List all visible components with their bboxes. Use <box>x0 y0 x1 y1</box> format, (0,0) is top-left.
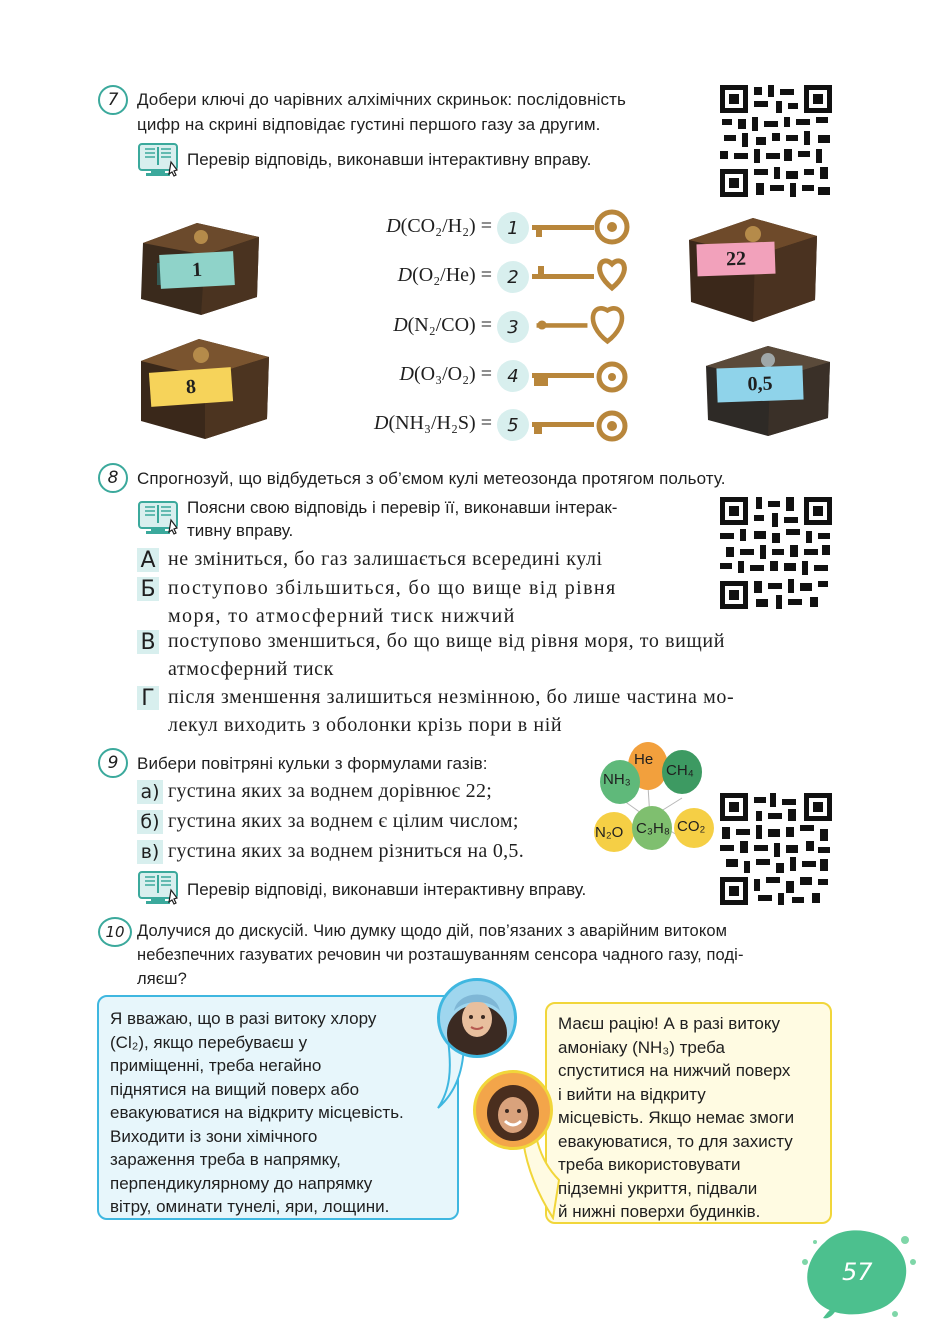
key-3-icon <box>530 305 634 345</box>
task9-item-b-letter: б) <box>137 810 163 834</box>
bubble2-line: спуститися на нижчий поверх <box>558 1061 791 1080</box>
bubble2-line: підземні укриття, підвали <box>558 1178 758 1198</box>
task-number-9: 9 <box>98 748 128 778</box>
bubble1-line: Виходити із зони хімічного <box>110 1126 318 1146</box>
avatar-girl-1 <box>437 978 517 1058</box>
task9-text: Вибери повітряні кульки з формулами газів: <box>137 754 488 773</box>
task10-line1: Долучися до дискусій. Чию думку щодо дій, пов’язаних з аварійним витоком <box>137 922 728 940</box>
key-5-icon <box>530 406 634 446</box>
interactive-book-icon[interactable] <box>137 498 183 536</box>
task9-item-a-letter: а) <box>137 780 163 804</box>
option-a-line1: не зміниться, бо газ залишається всередині кулі <box>168 548 603 570</box>
balloon-co2-label: CO₂ <box>677 818 706 835</box>
bubble1-line: піднятися на вищий поверх або <box>110 1079 360 1099</box>
equation-3: D(N₂/CO) = <box>393 314 492 336</box>
key-number-5: 5 <box>497 409 529 441</box>
bubble1-line: зараження треба в напрямку, <box>110 1150 341 1169</box>
option-v-letter: В <box>137 630 159 654</box>
key-number-3: 3 <box>497 311 529 343</box>
option-v-text <box>168 627 725 683</box>
task7-text <box>137 87 707 137</box>
option-a-text <box>168 545 603 573</box>
task8-text: Спрогнозуй, що відбудеться з об’ємом кулі метеозонда протягом польоту. <box>137 469 726 488</box>
avatar-girl-2 <box>473 1070 553 1150</box>
option-a-letter: А <box>137 548 159 572</box>
key-number-2: 2 <box>497 261 529 293</box>
task9-item-v-text: густина яких за воднем різниться на 0,5. <box>168 840 525 862</box>
balloon-n2o-label: N₂O <box>595 824 624 841</box>
task-number-8: 8 <box>98 463 128 493</box>
girl-portrait-icon <box>440 981 514 1055</box>
equation-1: D(CO₂/H₂) = <box>386 215 492 237</box>
option-v-line1: поступово зменшиться, бо що вище від рівня моря, то вищий <box>168 630 726 652</box>
option-b-line1: поступово збільшиться, бо що вище від рівня <box>168 577 617 599</box>
interactive-book-icon[interactable] <box>137 140 183 178</box>
option-v-line2: атмосферний тиск <box>168 658 334 680</box>
option-g-text <box>168 683 734 739</box>
task9-item-v-letter: в) <box>137 840 163 864</box>
task9-item-b-text: густина яких за воднем є цілим числом; <box>168 810 519 832</box>
task8-check-line1: Поясни свою відповідь і перевір її, виконавши інтерак- <box>187 498 618 517</box>
option-b-text <box>168 574 703 630</box>
bubble1-line: приміщенні, треба негайно <box>110 1056 322 1075</box>
key-number-1: 1 <box>497 212 529 244</box>
page-number: 57 <box>842 1258 873 1286</box>
equation-5: D(NH₃/H₂S) = <box>373 412 492 434</box>
key-2-icon <box>530 256 634 296</box>
bubble2-line: треба використовувати <box>558 1155 741 1174</box>
box-label-22: 22 <box>696 242 775 277</box>
box-label-1: 1 <box>159 251 235 289</box>
box-label-8: 8 <box>149 367 233 407</box>
bubble1-line: вітру, оминати тунелі, яри, лощини. <box>110 1197 390 1216</box>
option-g-line2: лекул виходить з оболонки крізь пори в ній <box>168 714 563 736</box>
task9-item-a-text: густина яких за воднем дорівнює 22; <box>168 780 493 802</box>
task8-check-text <box>187 496 617 542</box>
option-g-line1: після зменшення залишиться незмінною, бо лише частина мо- <box>168 686 735 708</box>
qr-code-task7[interactable] <box>720 85 832 197</box>
task9-check-text: Перевір відповіді, виконавши інтерактивну вправу. <box>187 880 587 899</box>
balloon-ch4-label: CH₄ <box>666 762 694 779</box>
option-b-line2: моря, то атмосферний тиск нижчий <box>168 605 516 627</box>
box-label-0-5: 0,5 <box>716 366 803 403</box>
interactive-book-icon[interactable] <box>137 868 183 906</box>
task-number-7: 7 <box>98 85 128 115</box>
equation-2: D(O₂/He) = <box>397 264 492 286</box>
girl-portrait-icon <box>476 1073 550 1147</box>
key-4-icon <box>530 357 634 397</box>
bubble-ammonia-text <box>558 1012 826 1224</box>
task8-check-line2: тивну вправу. <box>187 521 294 540</box>
bubble2-line: евакуюватися, то для захисту <box>558 1131 793 1151</box>
task-number-10: 10 <box>98 917 132 947</box>
balloon-nh3-label: NH₃ <box>603 771 631 788</box>
key-1-icon <box>530 207 634 247</box>
task7-text-line1: Добери ключі до чарівних алхімічних скриньок: послідовність <box>137 90 626 109</box>
equation-4: D(O₃/O₂) = <box>399 363 492 385</box>
key-number-4: 4 <box>497 360 529 392</box>
task10-line2: небезпечних газуватих речовин чи розташуванням сенсора чадного газу, поді- <box>137 946 744 964</box>
qr-code-task8[interactable] <box>720 497 832 609</box>
balloon-he-label: He <box>634 751 654 768</box>
balloon-c3h8-label: C₃H₈ <box>636 820 670 837</box>
bubble2-line: амоніаку (NH₃) треба <box>558 1037 725 1057</box>
bubble2-line: місцевість. Якщо немає змоги <box>558 1108 795 1127</box>
bubble1-line: перпендикулярному до напрямку <box>110 1173 373 1193</box>
bubble-chlorine-text <box>110 1007 450 1219</box>
bubble1-line: евакуюватися на відкриту місцевість. <box>110 1103 404 1122</box>
task7-check-text: Перевір відповідь, виконавши інтерактивну вправу. <box>187 150 592 169</box>
qr-code-task9[interactable] <box>720 793 832 905</box>
bubble-tail-yellow <box>513 1140 563 1220</box>
option-b-letter: Б <box>137 577 159 601</box>
bubble2-line: й нижні поверхи будинків. <box>558 1202 761 1221</box>
bubble2-line: і вийти на відкриту <box>558 1084 706 1104</box>
option-g-letter: Г <box>137 686 159 710</box>
task7-text-line2: цифр на скрині відповідає густині першого газу за другим. <box>137 115 601 134</box>
bubble1-line: (Cl₂), якщо перебуваєш у <box>110 1032 308 1052</box>
bubble1-line: Я вважаю, що в разі витоку хлору <box>110 1009 377 1028</box>
bubble2-line: Маєш рацію! А в разі витоку <box>558 1014 780 1033</box>
task10-line3: ляєш? <box>137 970 187 988</box>
